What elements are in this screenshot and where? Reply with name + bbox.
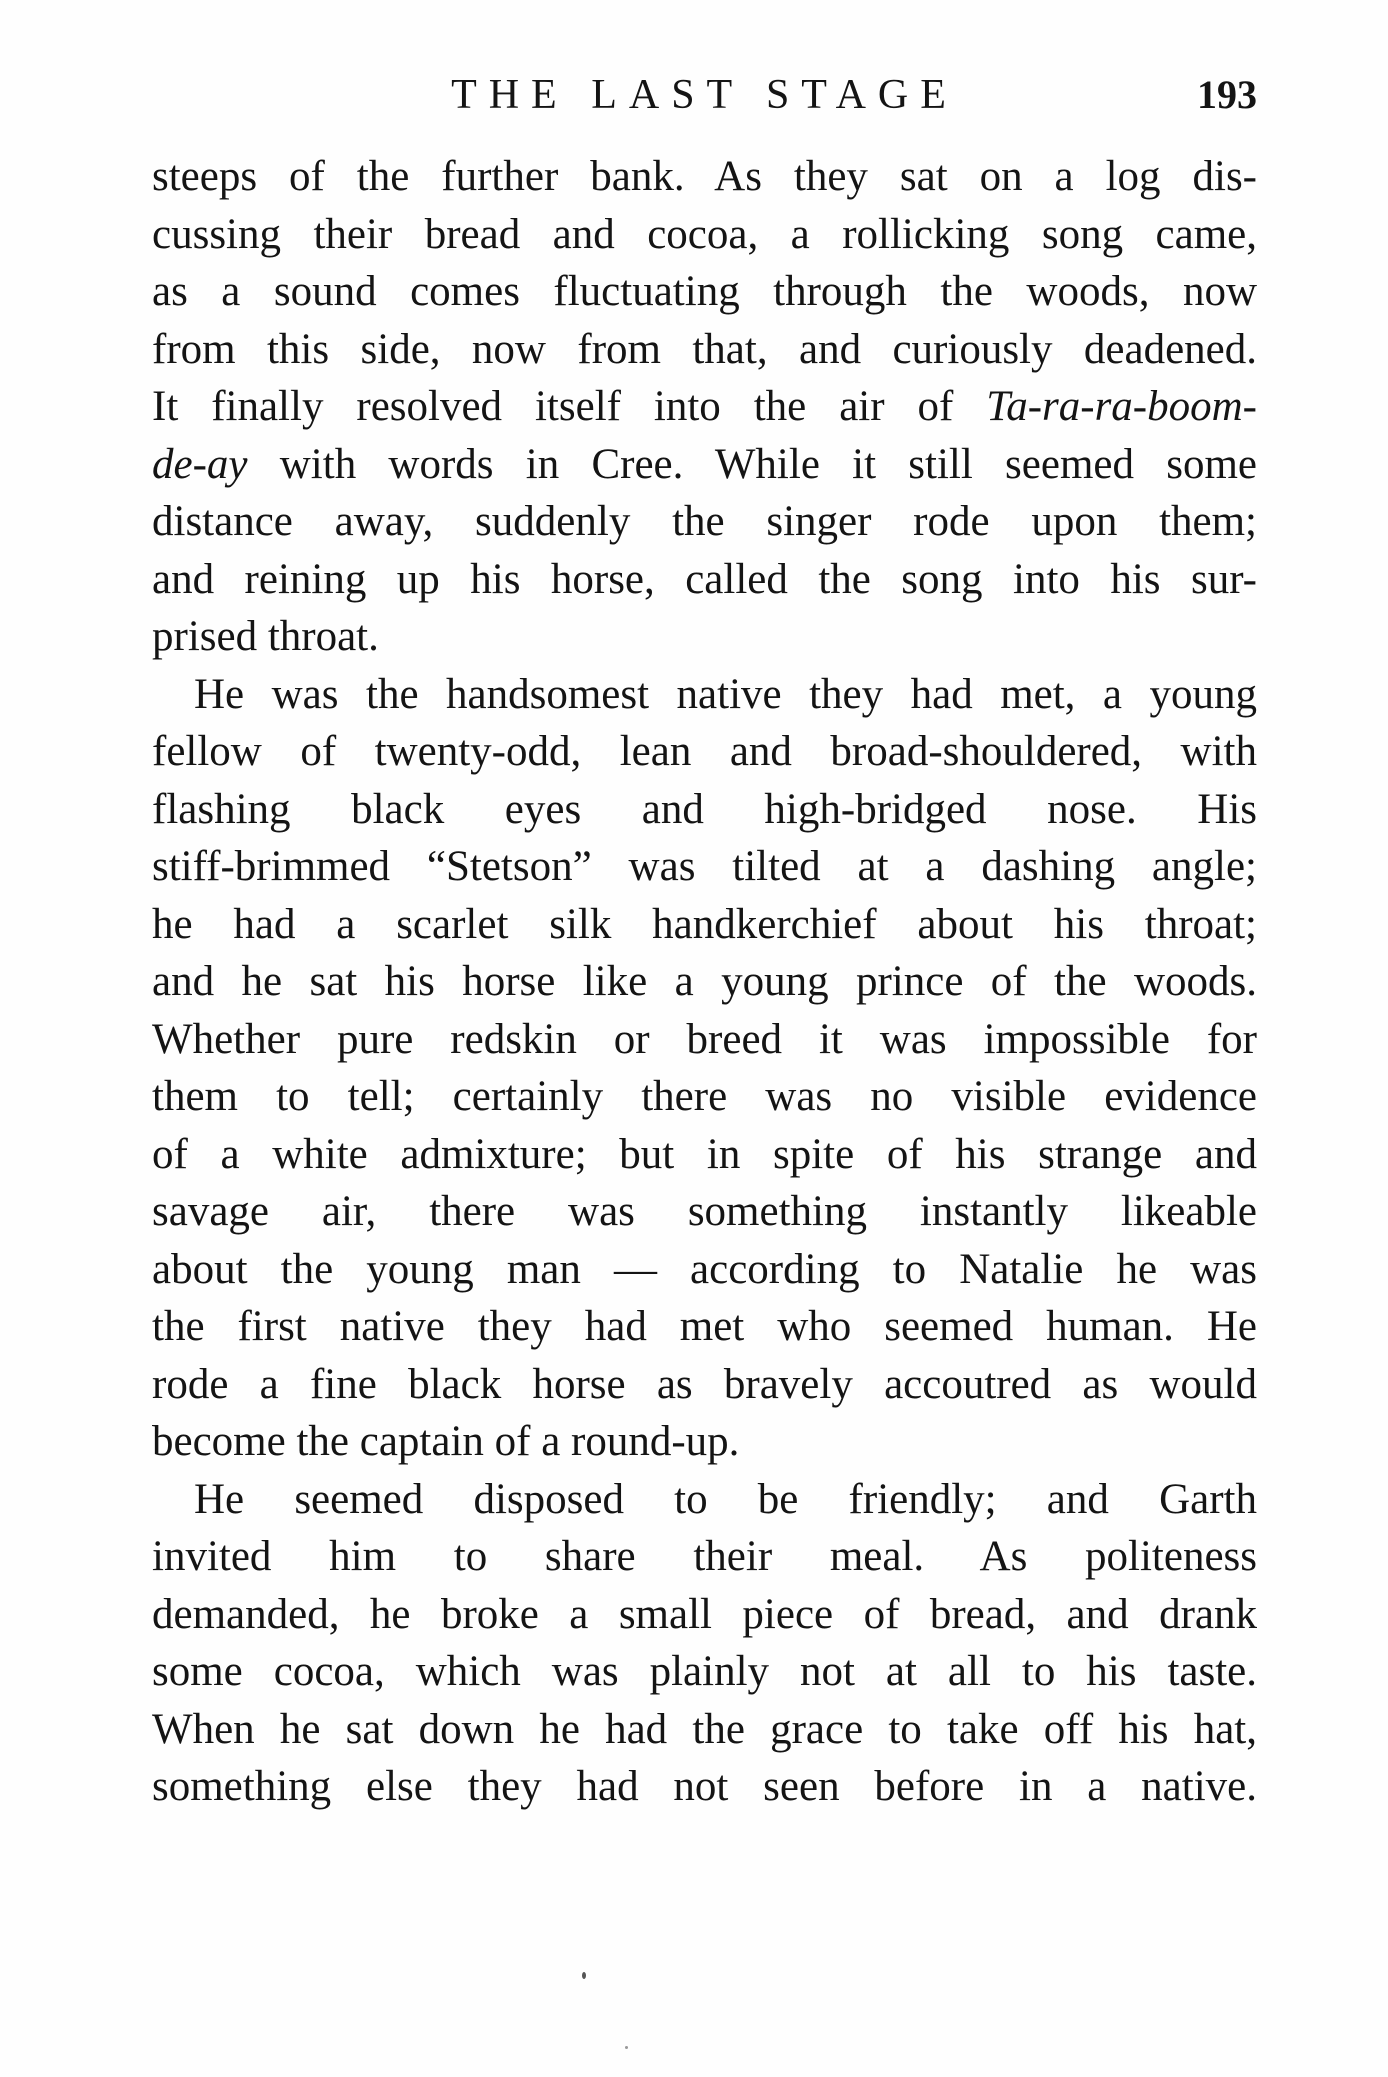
text-line: When he sat down he had the grace to take off his hat,	[152, 1705, 1257, 1753]
paragraph-1	[152, 148, 1257, 666]
text-line: demanded, he broke a small piece of bread, and drank	[152, 1590, 1257, 1638]
text-line: stiff-brimmed “Stetson” was tilted at a dashing angle;	[152, 843, 1257, 890]
text-line: from this side, now from that, and curiously deadened.	[152, 325, 1257, 373]
text-line: He was the handsomest native they had met, a young	[194, 670, 1257, 718]
text-line: distance away, suddenly the singer rode upon them;	[152, 498, 1257, 545]
ink-speck	[625, 2046, 628, 2049]
song-title-italic: Ta-ra-ra-boom-	[986, 383, 1257, 430]
paragraph-3	[152, 1471, 1257, 1816]
text-line: cussing their bread and cocoa, a rollicking song came,	[152, 210, 1257, 258]
text-line: some cocoa, which was plainly not at all to his taste.	[152, 1648, 1257, 1695]
text-line: It finally resolved itself into the air of Ta-ra-ra-boom-	[152, 383, 1257, 430]
running-title: THE LAST STAGE	[451, 72, 958, 118]
text-line: something else they had not seen before in a native.	[152, 1763, 1257, 1810]
body-text	[152, 148, 1257, 1816]
text-line: as a sound comes fluctuating through the woods, now	[152, 268, 1257, 315]
text-line: Whether pure redskin or breed it was impossible for	[152, 1015, 1257, 1063]
text-line: savage air, there was something instantly likeable	[152, 1188, 1257, 1235]
text-line: of a white admixture; but in spite of his strange and	[152, 1130, 1257, 1178]
text-line: de-ay with words in Cree. While it still seemed some	[152, 440, 1257, 488]
running-head	[152, 70, 1257, 120]
text-line: he had a scarlet silk handkerchief about his throat;	[152, 900, 1257, 948]
text-line: about the young man — according to Natalie he was	[152, 1245, 1257, 1293]
text-line: He seemed disposed to be friendly; and Garth	[194, 1475, 1257, 1523]
page-number: 193	[1197, 72, 1257, 117]
text-line: invited him to share their meal. As politeness	[152, 1533, 1257, 1580]
text-line: become the captain of a round-up.	[152, 1418, 740, 1465]
text-line: rode a fine black horse as bravely accoutred as would	[152, 1360, 1257, 1408]
paragraph-2	[152, 666, 1257, 1471]
ink-speck	[582, 1972, 586, 1979]
text-line: them to tell; certainly there was no visible evidence	[152, 1073, 1257, 1120]
text-line: flashing black eyes and high-bridged nose. His	[152, 785, 1257, 833]
song-title-italic: de-ay	[152, 440, 248, 488]
text-line: steeps of the further bank. As they sat on a log dis-	[152, 153, 1257, 200]
text-line: fellow of twenty-odd, lean and broad-shouldered, with	[152, 728, 1257, 775]
text-line: prised throat.	[152, 613, 379, 660]
text-line: and reining up his horse, called the song into his sur-	[152, 555, 1257, 603]
text-line: the first native they had met who seemed human. He	[152, 1303, 1257, 1350]
text-line: and he sat his horse like a young prince of the woods.	[152, 958, 1257, 1005]
